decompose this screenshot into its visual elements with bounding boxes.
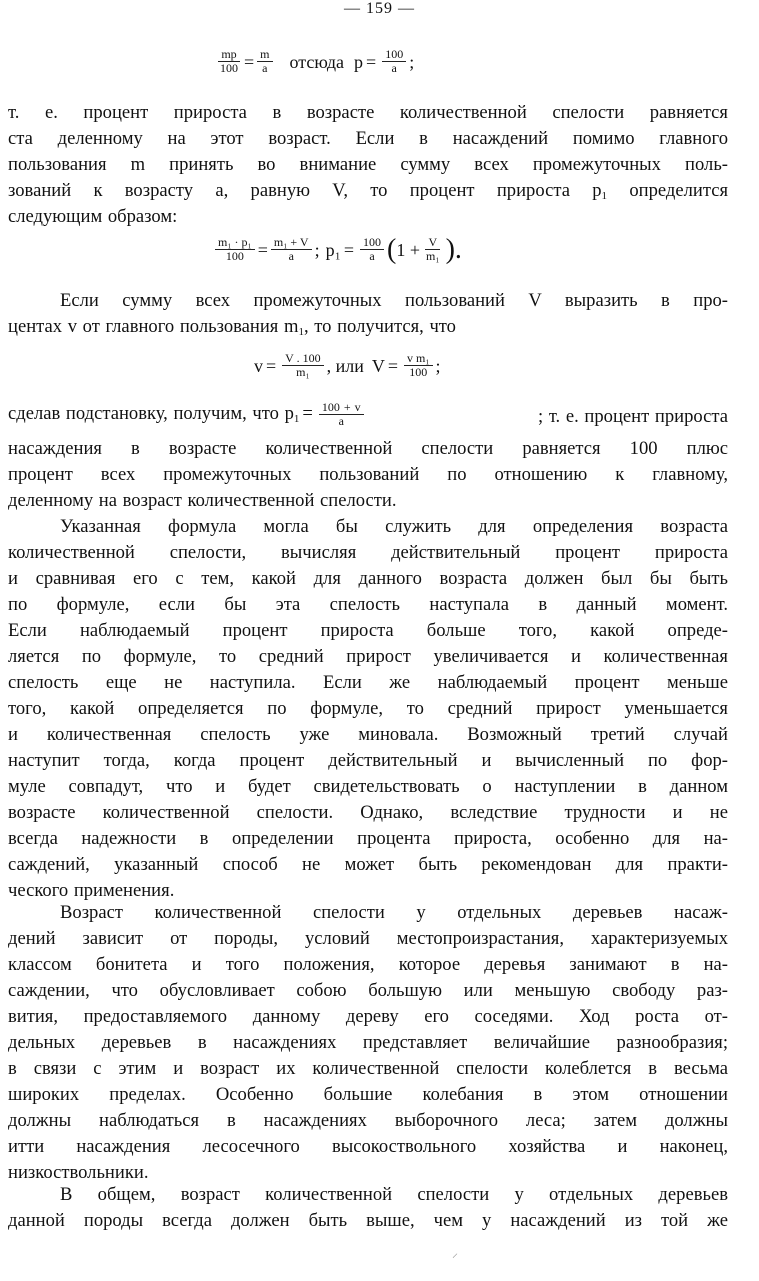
paragraph-2-line-1 <box>8 288 728 314</box>
line-text: В общем, возраст количественной спелости у отдельных деревьев <box>60 1184 728 1205</box>
formula-text: , или <box>326 355 364 376</box>
para5-line-6 <box>8 1030 728 1056</box>
para6-line-2 <box>8 1208 728 1234</box>
line-text: дельных деревьев в насаждениях представляет величайшие разнообразия; <box>8 1032 728 1053</box>
line-text: дений зависит от породы, условий местопроизрастания, характеризуемых <box>8 928 728 949</box>
formula-text: отсюда <box>289 51 345 72</box>
paragraph-1-line-5: следующим образом: <box>8 206 178 227</box>
denominator: a <box>391 61 397 75</box>
line-text: всегда надежности в определении процента прироста, особенно для на- <box>8 828 728 849</box>
line-text: центах v от главного пользования m <box>8 316 299 337</box>
denominator: a <box>369 249 375 263</box>
denominator: 100 <box>220 61 238 75</box>
fraction <box>257 48 272 75</box>
denominator: a <box>288 249 294 263</box>
line-text: муле совпадут, что и будет свидетельствовать о наступлении в данном <box>8 776 728 797</box>
equals-sign: = <box>257 239 268 260</box>
line-text: вития, предоставляемого данному дереву его соседями. Ход роста от- <box>8 1006 728 1027</box>
line-text: ляется по формуле, то средний прирост увеличивается и количественная <box>8 646 728 667</box>
line-text: , то получится, что <box>303 316 456 337</box>
numerator: V <box>425 236 440 250</box>
fraction <box>282 352 323 379</box>
equals-sign: = <box>266 355 277 376</box>
numerator: v m₁ <box>404 352 433 366</box>
denominator: m₁ <box>426 249 440 263</box>
formula-variable: p₁ <box>325 239 341 260</box>
para4-line-3 <box>8 566 728 592</box>
para5-line-7 <box>8 1056 728 1082</box>
para5-line-8 <box>8 1082 728 1108</box>
para4-line-12 <box>8 800 728 826</box>
line-text: Если наблюдаемый процент прироста больше того, какой опреде- <box>8 620 728 641</box>
scan-mark: ⸝ <box>452 1246 459 1260</box>
formula-punctuation: ; <box>435 355 441 376</box>
para5-line-4 <box>8 978 728 1004</box>
denominator: 100 <box>409 365 428 379</box>
line-text <box>8 401 367 433</box>
denominator: a <box>338 414 344 429</box>
para4-line-10 <box>8 748 728 774</box>
line-text: данной породы всегда должен быть выше, чем у насаждений из той же <box>8 1210 728 1231</box>
line-text: возрасте количественной спелости. Однако, вследствие трудности и не <box>8 802 728 823</box>
numerator: V . 100 <box>282 352 323 366</box>
line-text: итти насаждения лесосечного высокоствольного хозяйства и наконец, <box>8 1136 728 1157</box>
formula-punctuation: ; <box>409 51 415 72</box>
para4-line-1 <box>8 514 728 540</box>
denominator: 100 <box>225 249 244 263</box>
denominator: a <box>262 61 268 75</box>
numerator: m₁ + V <box>271 236 312 250</box>
equals-sign: = <box>302 403 313 425</box>
equals-sign: = <box>366 51 377 72</box>
paragraph-3-line-2: насаждения в возрасте количественной спелости равняется 100 плюс <box>8 438 728 459</box>
line-text: того, какой определяется по формуле, то средний прирост уменьшается <box>8 698 728 719</box>
line-text: и количественная спелость уже миновала. Возможный третий случай <box>8 724 728 745</box>
fraction <box>271 236 312 263</box>
fraction <box>215 236 255 263</box>
fraction <box>360 236 384 263</box>
para4-line-14 <box>8 852 728 878</box>
text-span: сделав подстановку, получим, что p <box>8 403 294 425</box>
formula-variable: v <box>254 355 263 376</box>
paragraph-3-line-1 <box>8 400 728 430</box>
para4-line-5 <box>8 618 728 644</box>
line-text: Если сумму всех промежуточных пользований V выразить в про- <box>60 290 728 311</box>
line-text: количественной спелости, вычисляя действительный процент прироста <box>8 542 728 563</box>
formula-1 <box>214 48 414 75</box>
para5-line-5 <box>8 1004 728 1030</box>
para5-line-3 <box>8 952 728 978</box>
para4-line-9 <box>8 722 728 748</box>
numerator: mp <box>218 48 239 62</box>
subscript: 1 <box>601 190 608 202</box>
page-number: — 159 — <box>344 0 415 17</box>
numerator: 100 <box>382 48 406 62</box>
paragraph-3-line-3: процент всех промежуточных пользований по отношению к главному, <box>8 464 728 485</box>
para4-line-8 <box>8 696 728 722</box>
para4-line-4 <box>8 592 728 618</box>
subscript: 1 <box>298 326 304 338</box>
paren-open: ( <box>387 233 397 265</box>
para5-line-10 <box>8 1134 728 1160</box>
paragraph-2-line-2 <box>8 314 728 346</box>
line-text: ; т. е. процент прироста <box>538 406 728 428</box>
para5-line-2 <box>8 926 728 952</box>
subscript: 1 <box>293 413 300 426</box>
numerator: m₁ · p₁ <box>215 236 255 250</box>
equals-sign: = <box>387 355 399 376</box>
line-text: Возраст количественной спелости у отдельных деревьев насаж- <box>60 902 728 923</box>
para4-line-11 <box>8 774 728 800</box>
numerator: m <box>257 48 272 62</box>
line-text: низкоствольники. <box>8 1162 149 1183</box>
line-text: наступит тогда, когда процент действительный и вычисленный по фор- <box>8 750 728 771</box>
para4-line-13 <box>8 826 728 852</box>
fraction <box>404 352 433 379</box>
fraction <box>319 401 364 428</box>
formula-2 <box>212 233 462 265</box>
line-text: классом бонитета и того положения, которое деревья занимают в на- <box>8 954 728 975</box>
denominator: m₁ <box>296 365 310 379</box>
paragraph-1-line-3: пользования m принять во внимание сумму всех промежуточных поль- <box>8 154 728 175</box>
para4-line-2 <box>8 540 728 566</box>
line-text: саждении, что обусловливает собою большую или меньшую свободу раз- <box>8 980 728 1001</box>
line-text: в связи с этим и возраст их количественной спелости колеблется в весьма <box>8 1058 728 1079</box>
line-text: должны наблюдаться в насаждениях выборочного леса; затем должны <box>8 1110 728 1131</box>
line-text: по формуле, если бы эта спелость наступала в данный момент. <box>8 594 728 615</box>
paragraph-1-line-1: т. е. процент прироста в возрасте количественной спелости равняется <box>8 102 728 123</box>
fraction <box>382 48 406 75</box>
line-text: и сравнивая его с тем, какой для данного возраста должен был бы быть <box>8 568 728 589</box>
equals-sign: = <box>343 239 355 260</box>
formula-variable: p <box>354 51 364 72</box>
line-text: саждений, указанный способ не может быть рекомендован для практи- <box>8 854 728 875</box>
fraction <box>217 48 241 75</box>
para4-line-7 <box>8 670 728 696</box>
equals-sign: = <box>244 51 255 72</box>
fraction <box>423 236 443 263</box>
formula-term: 1 + <box>396 239 421 260</box>
para5-line-9 <box>8 1108 728 1134</box>
paragraph-3-line-4: деленному на возраст количественной спелости. <box>8 490 397 511</box>
para4-line-6 <box>8 644 728 670</box>
line-text: спелость еще не наступила. Если же наблюдаемый процент меньше <box>8 672 728 693</box>
line-text: широких пределах. Особенно большие колебания в этом отношении <box>8 1084 728 1105</box>
numerator: 100 <box>360 236 384 250</box>
formula-variable: V <box>371 355 385 376</box>
formula-punctuation: ; <box>314 239 320 260</box>
formula-3 <box>254 352 441 379</box>
line-text: определится <box>629 180 728 201</box>
numerator: 100 + v <box>319 401 364 415</box>
paren-close: ). <box>445 233 462 265</box>
para6-line-1 <box>8 1182 728 1208</box>
line-text: зований к возрасту a, равную V, то процент прироста p <box>8 180 602 201</box>
line-text: ческого применения. <box>8 880 175 901</box>
paragraph-1-line-2: ста деленному на этот возраст. Если в насаждений помимо главного <box>8 128 728 149</box>
para5-line-1 <box>8 900 728 926</box>
line-text: Указанная формула могла бы служить для определения возраста <box>60 516 728 537</box>
